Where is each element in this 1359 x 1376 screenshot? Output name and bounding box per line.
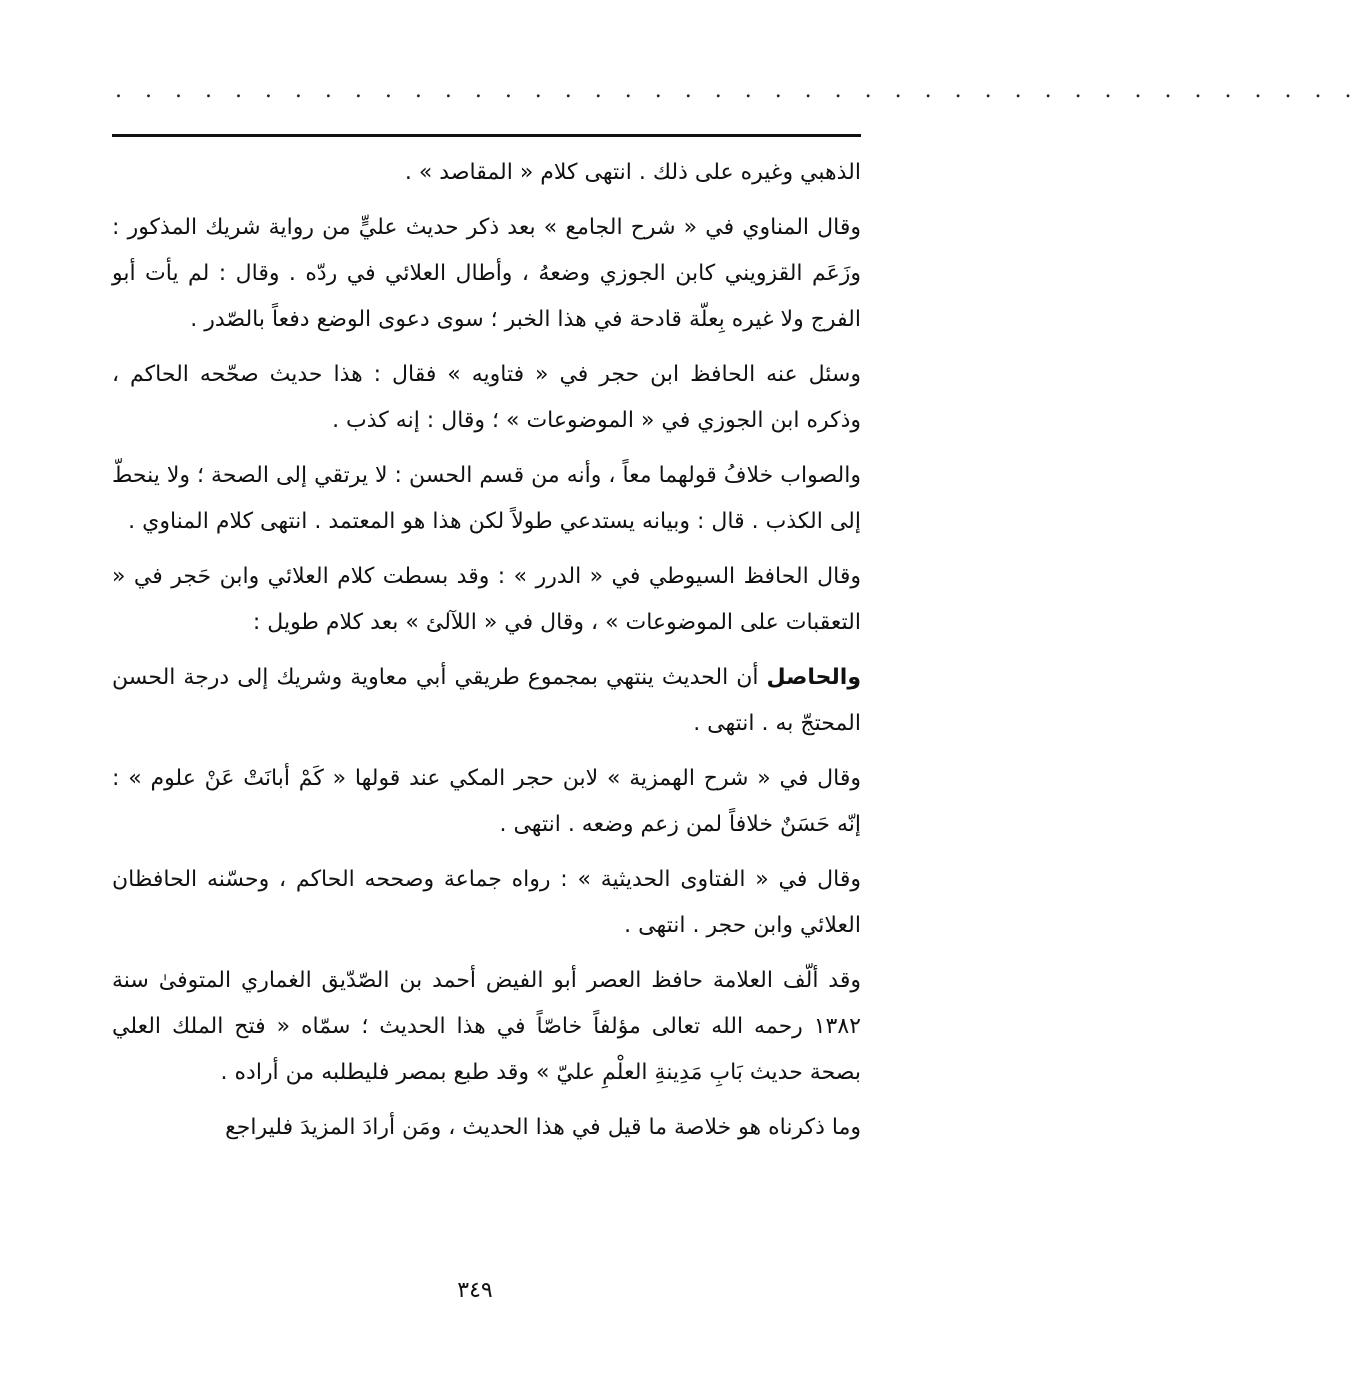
header-dotted-line: . . . . . . . . . . . . . . . . . . . . . . . . . . . . . . . . . . . . . . . . . .	[115, 78, 1359, 103]
paragraph-7	[112, 756, 861, 848]
paragraph-8	[112, 857, 861, 949]
paragraph-text: وقال الحافظ السيوطي في « الدرر » : وقد بسطت كلام العلائي وابن حَجر في « التعقبات على الموضوعات » ، وقال في « اللآلئ » بعد كلام طويل :	[112, 564, 861, 635]
paragraph-text: وقال في « الفتاوى الحديثية » : رواه جماعة وصححه الحاكم ، وحسّنه الحافظان العلائي وابن حجر . انتهى .	[112, 867, 861, 938]
paragraph-6	[112, 655, 861, 747]
paragraph-5	[112, 554, 861, 646]
paragraph-text: وسئل عنه الحافظ ابن حجر في « فتاويه » فقال : هذا حديث صحّحه الحاكم ، وذكره ابن الجوزي في « الموضوعات » ؛ وقال : إنه كذب .	[112, 362, 861, 433]
paragraph-text: الذهبي وغيره على ذلك . انتهى كلام « المقاصد » .	[404, 160, 861, 185]
paragraph-lead-word: والحاصل	[766, 665, 861, 690]
paragraph-10	[112, 1105, 861, 1151]
paragraph-text: والصواب خلافُ قولهما معاً ، وأنه من قسم الحسن : لا يرتقي إلى الصحة ؛ ولا ينحطّ إلى الكذب . قال : وبيانه يستدعي طولاً لكن هذا هو المعتمد . انتهى كلام المناوي .	[112, 463, 861, 534]
page-number: ٣٤٩	[457, 1278, 493, 1303]
paragraph-9	[112, 958, 861, 1096]
header-rule	[112, 134, 861, 137]
paragraph-2	[112, 205, 861, 343]
paragraph-text: وقال في « شرح الهمزية » لابن حجر المكي عند قولها « كَمْ أبانَتْ عَنْ علوم » : إنّه حَسَنٌ خلافاً لمن زعم وضعه . انتهى .	[112, 766, 861, 837]
paragraph-text: وما ذكرناه هو خلاصة ما قيل في هذا الحديث ، ومَن أرادَ المزيدَ فليراجع	[225, 1115, 861, 1140]
page-body	[112, 150, 861, 1160]
paragraph-1	[112, 150, 861, 196]
paragraph-text: وقال المناوي في « شرح الجامع » بعد ذكر حديث عليٍّ من رواية شريك المذكور : وزَعَم القزويني كابن الجوزي وضعهُ ، وأطال العلائي في ردّه . وقال : لم يأت أبو الفرج ولا غيره بِعلّة قادحة في هذا الخبر ؛ سوى دعوى الوضع دفعاً بالصّدر .	[112, 215, 861, 332]
paragraph-3	[112, 352, 861, 444]
paragraph-text: أن الحديث ينتهي بمجموع طريقي أبي معاوية وشريك إلى درجة الحسن المحتجّ به . انتهى .	[112, 665, 861, 736]
paragraph-4	[112, 453, 861, 545]
paragraph-text: وقد ألّف العلامة حافظ العصر أبو الفيض أحمد بن الصّدّيق الغماري المتوفىٰ سنة ١٣٨٢ رحمه الله تعالى مؤلفاً خاصّاً في هذا الحديث ؛ سمّاه « فتح الملك العلي بصحة حديث بَابِ مَدِينةِ العلْمِ عليّ » وقد طبع بمصر فليطلبه من أراده .	[112, 968, 861, 1085]
